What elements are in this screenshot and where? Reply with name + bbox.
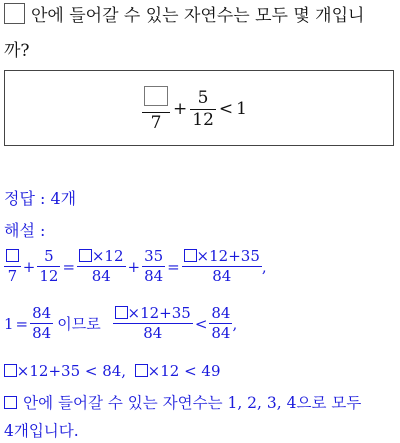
- explanation-label: 해설 :: [4, 221, 46, 240]
- comma: ,: [261, 257, 267, 276]
- denominator: 12: [39, 267, 59, 286]
- denominator: 84: [212, 267, 232, 286]
- blank-box-icon: [4, 3, 25, 24]
- fraction: [4, 249, 21, 284]
- numerator: 84: [32, 304, 52, 323]
- solution-row-2: [4, 306, 237, 341]
- blank-box-icon: [135, 364, 148, 377]
- fraction: [209, 306, 232, 341]
- blank-box-icon: [6, 249, 19, 262]
- inequality-part-a: ×12+35 < 84,: [16, 362, 127, 380]
- solution-row-3: [4, 360, 221, 382]
- numerator: ×12+35: [127, 304, 191, 323]
- fraction-5-12: [190, 87, 216, 130]
- conclusion-text: 안에 들어갈 수 있는 자연수는 1, 2, 3, 4으로 모두: [23, 394, 362, 412]
- question-line-1: [4, 3, 364, 29]
- blank-box-icon: [4, 364, 17, 377]
- denominator: 7: [7, 267, 18, 286]
- rhs-value: 1: [236, 99, 247, 119]
- fraction: [113, 306, 193, 341]
- plus-sign: +: [173, 99, 188, 119]
- plus-sign: +: [127, 257, 141, 276]
- denominator: 84: [144, 267, 164, 286]
- comma: ,: [232, 314, 238, 333]
- numerator: 5: [44, 247, 54, 266]
- answer-label: 정답 : 4개: [4, 189, 77, 208]
- fraction-blank-over-7: [142, 86, 170, 132]
- connector-word: 이므로: [57, 315, 101, 334]
- solution-row-4: [4, 392, 361, 414]
- fraction: [142, 249, 165, 284]
- equals-sign: =: [62, 257, 76, 276]
- denominator: 7: [150, 113, 162, 133]
- denominator: 84: [32, 324, 52, 343]
- solution-row-1: [4, 249, 267, 284]
- question-line-2: 까?: [4, 41, 30, 61]
- equals-sign: =: [15, 314, 29, 333]
- less-than-sign: <: [218, 99, 234, 119]
- fraction: [77, 249, 125, 284]
- fraction: [30, 306, 53, 341]
- fraction: [37, 249, 60, 284]
- numerator: 84: [211, 304, 231, 323]
- numerator: ×12+35: [196, 247, 260, 266]
- fraction: [182, 249, 262, 284]
- blank-box-icon: [4, 396, 17, 409]
- numerator: ×12: [91, 247, 124, 266]
- denominator: 84: [211, 324, 231, 343]
- solution-row-5: 4개입니다.: [4, 422, 79, 440]
- plus-sign: +: [22, 257, 36, 276]
- denominator: 12: [192, 109, 214, 130]
- less-than-sign: <: [194, 314, 208, 333]
- blank-box-icon: [184, 249, 197, 262]
- question-text-1: 안에 들어갈 수 있는 자연수는 모두 몇 개입니: [31, 6, 365, 26]
- numerator: 35: [144, 247, 164, 266]
- equals-sign: =: [167, 257, 180, 276]
- blank-box-icon: [144, 86, 168, 106]
- denominator: 84: [143, 324, 163, 343]
- blank-box-icon: [115, 306, 128, 319]
- denominator: 84: [91, 267, 111, 286]
- inequality-part-b: ×12 < 49: [147, 362, 221, 380]
- inequality: [142, 86, 247, 132]
- numerator: 5: [197, 87, 209, 108]
- value-one: 1: [4, 314, 14, 333]
- blank-box-icon: [79, 249, 92, 262]
